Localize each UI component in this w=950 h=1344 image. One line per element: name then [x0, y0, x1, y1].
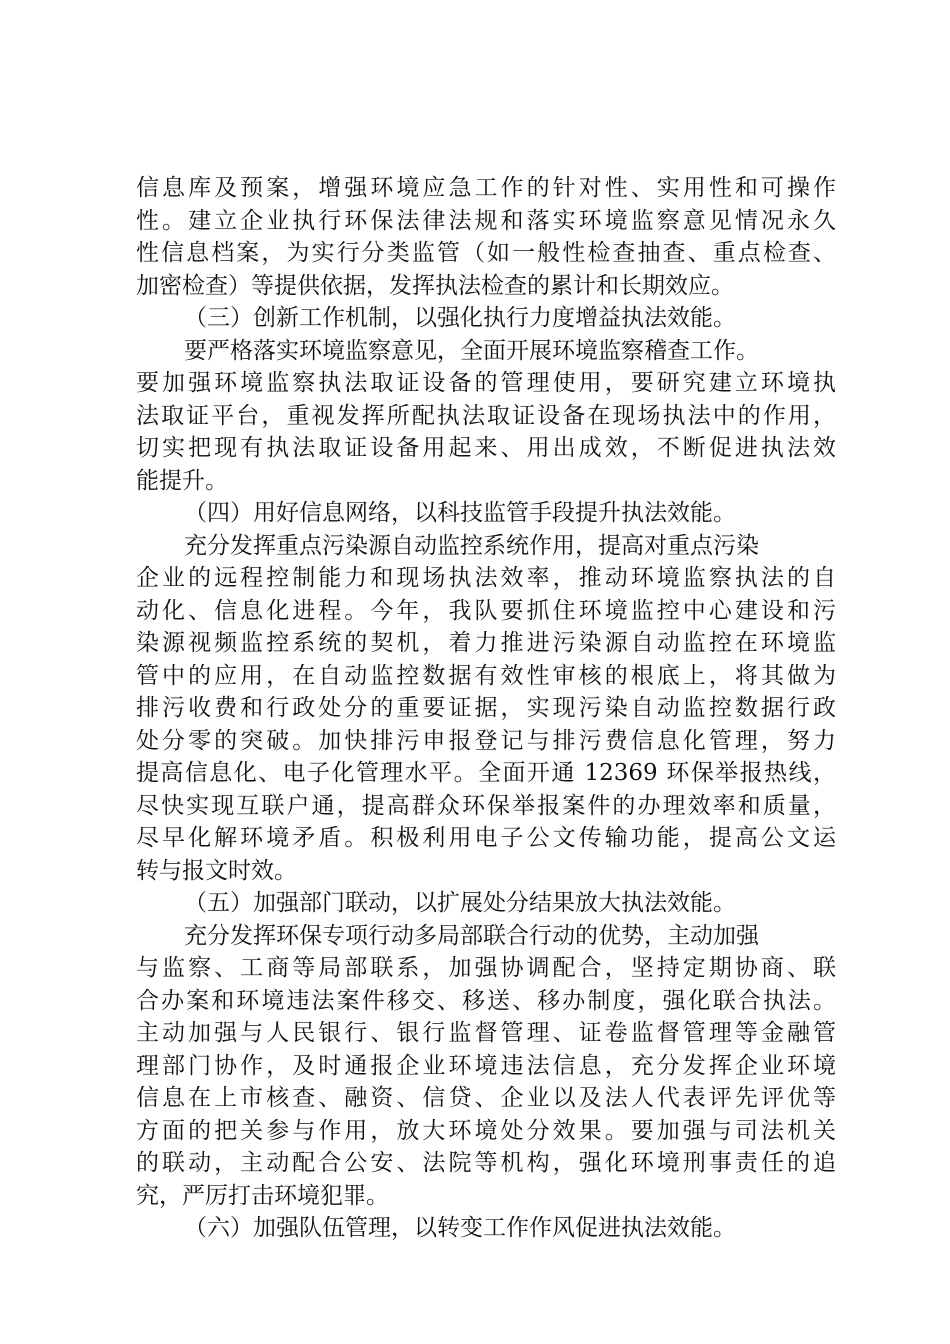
text-line: 的联动，主动配合公安、法院等机构，强化环境刑事责任的追	[136, 1150, 836, 1176]
text-line: 信息库及预案，增强环境应急工作的针对性、实用性和可操作	[136, 175, 836, 201]
text-line: 处分零的突破。加快排污申报登记与排污费信息化管理，努力	[136, 727, 836, 754]
text-line: 要加强环境监察执法取证设备的管理使用，要研究建立环境执	[136, 370, 836, 396]
text-line: 加密检查）等提供依据，发挥执法检查的累计和长期效应。	[136, 272, 734, 299]
text-line: 切实把现有执法取证设备用起来、用出成效，不断促进执法效	[136, 435, 836, 461]
text-line: 究，严厉打击环境犯罪。	[136, 1182, 389, 1209]
text-line: 能提升。	[136, 467, 228, 494]
text-line: 管中的应用，在自动监控数据有效性审核的根底上，将其做为	[136, 662, 836, 689]
body-text	[136, 172, 836, 1245]
text-line: 企业的远程控制能力和现场执法效率，推动环境监察执法的自	[136, 565, 836, 591]
text-line: 染源视频监控系统的契机，着力推进污染源自动监控在环境监	[136, 630, 836, 656]
section-heading-4: （四）用好信息网络，以科技监管手段提升执法效能。	[184, 500, 736, 526]
text-line: 理部门协作，及时通报企业环境违法信息，充分发挥企业环境	[136, 1052, 836, 1079]
section-heading-5: （五）加强部门联动，以扩展处分结果放大执法效能。	[184, 890, 736, 916]
text-line: 充分发挥重点污染源自动监控系统作用，提高对重点污染	[184, 532, 759, 559]
text-line: 主动加强与人民银行、银行监督管理、证卷监督管理等金融管	[136, 1020, 836, 1046]
text-line: 与监察、工商等局部联系，加强协调配合，坚持定期协商、联	[136, 955, 836, 981]
text-line: 方面的把关参与作用，放大环境处分效果。要加强与司法机关	[136, 1117, 836, 1144]
text-line: 动化、信息化进程。今年，我队要抓住环境监控中心建设和污	[136, 597, 836, 624]
text-line: 合办案和环境违法案件移交、移送、移办制度，强化联合执法。	[136, 987, 836, 1014]
section-heading-3: （三）创新工作机制，以强化执行力度增益执法效能。	[184, 305, 736, 331]
text-line: 排污收费和行政处分的重要证据，实现污染自动监控数据行政	[136, 695, 836, 721]
text-line: 转与报文时效。	[136, 857, 297, 884]
text-line: 充分发挥环保专项行动多局部联合行动的优势，主动加强	[184, 922, 759, 949]
text-line: 性。建立企业执行环保法律法规和落实环境监察意见情况永久	[136, 207, 836, 234]
text-line: 法取证平台，重视发挥所配执法取证设备在现场执法中的作用，	[136, 402, 836, 429]
text-line: 尽快实现互联户通，提高群众环保举报案件的办理效率和质量，	[136, 792, 836, 819]
text-line: 信息在上市核查、融资、信贷、企业以及法人代表评先评优等	[136, 1085, 836, 1111]
text-line: 尽早化解环境矛盾。积极利用电子公文传输功能，提高公文运	[136, 825, 836, 851]
text-line: 要严格落实环境监察意见，全面开展环境监察稽查工作。	[184, 337, 759, 364]
text-line: 性信息档案，为实行分类监管（如一般性检查抽查、重点检查、	[136, 240, 836, 266]
text-line: 提高信息化、电子化管理水平。全面开通 12369 环保举报热线，	[136, 760, 836, 786]
section-heading-6: （六）加强队伍管理，以转变工作作风促进执法效能。	[184, 1215, 736, 1241]
